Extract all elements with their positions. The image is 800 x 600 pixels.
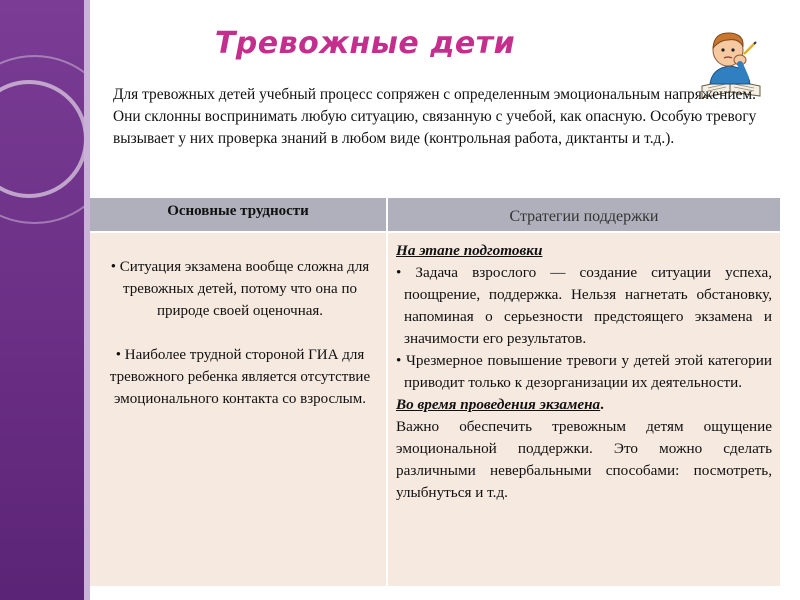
strategy-text: Важно обеспечить тревожным детям ощущение эмоциональной поддержки. Это можно сделать различными невербальными способами: посмотреть, улыбнуться и т.д. (396, 418, 772, 501)
section-title-exam-line (396, 394, 772, 416)
intro-paragraph: Для тревожных детей учебный процесс сопряжен с определенным эмоциональным напряжением. Они склонны воспринимать любую ситуацию, связанную с учебой, как опасную. Особую тревогу вызывает у них проверка знаний в любом виде (контрольная работа, диктанты и т.д.). (113, 86, 757, 147)
difficulties-cell (100, 256, 380, 410)
slide-title: Тревожные дети (214, 26, 516, 61)
table-header-difficulties: Основные трудности (167, 203, 309, 219)
difficulty-item: • Наиболее трудной стороной ГИА для тревожного ребенка является отсутствие эмоционального контакта со взрослым. (109, 347, 371, 407)
section-title-preparation: На этапе подготовки (396, 242, 543, 259)
strategy-item: • Чрезмерное повышение тревоги у детей этой категории приводит только к дезорганизации их деятельности. (396, 352, 772, 391)
section-title-exam-punct: . (600, 396, 604, 413)
strategies-table (90, 198, 780, 586)
table-column-divider (386, 198, 388, 586)
strategies-cell (396, 240, 772, 504)
table-header-strategies: Стратегии поддержки (509, 208, 659, 225)
table-header-row (90, 198, 780, 231)
strategy-item: • Задача взрослого — создание ситуации успеха, поощрение, поддержка. Нельзя нагнетать обстановку, напоминая о серьезности предстоящего экзамена и значимости его результатов. (396, 264, 772, 347)
section-title-exam: Во время проведения экзамена (396, 396, 601, 413)
difficulty-item: • Ситуация экзамена вообще сложна для тревожных детей, потому что она по природе своей оценочная. (110, 259, 370, 319)
decorative-sidebar (0, 0, 90, 600)
table-row-divider (90, 231, 780, 233)
